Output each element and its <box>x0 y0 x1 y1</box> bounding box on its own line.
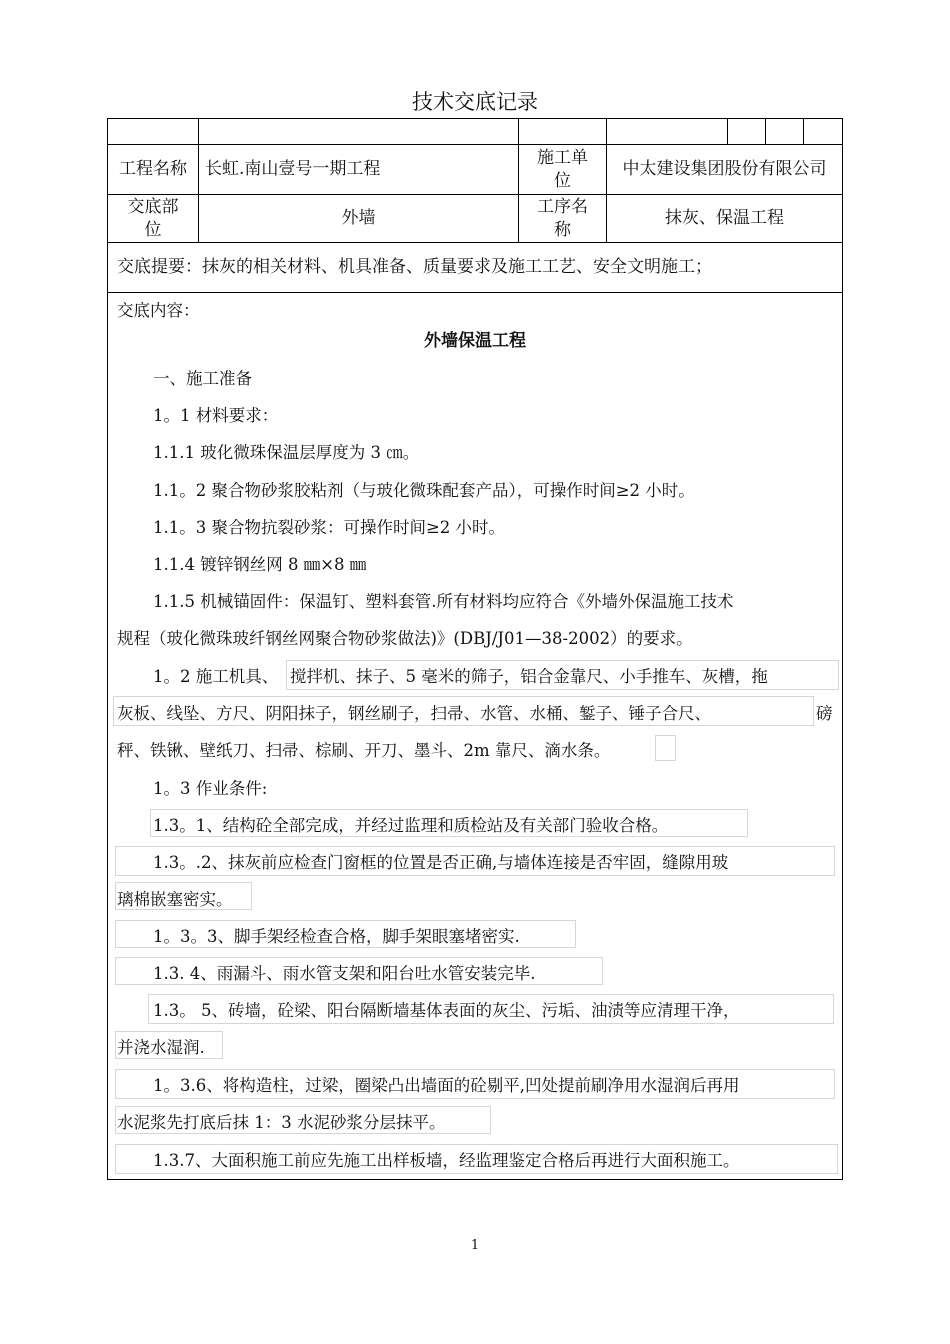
content-line: 璃棉嵌塞密实。 <box>117 890 233 909</box>
content-line: 1.1。2 聚合物砂浆胶粘剂（与玻化微珠配套产品），可操作时间≥2 小时。 <box>153 481 695 500</box>
content-line: 1.3。 5、砖墙，砼梁、阳台隔断墙基体表面的灰尘、污垢、油渍等应清理干净， <box>153 1001 740 1020</box>
content-line: 1。2 施工机具、 <box>153 667 279 686</box>
content-line: 搅拌机、抹子、5 毫米的筛子，铝合金靠尺、小手推车、灰槽，拖 <box>290 667 768 686</box>
project-name-label: 工程名称 <box>119 159 187 179</box>
content-line: 水泥浆先打底后抹 1：3 水泥砂浆分层抹平。 <box>117 1113 446 1132</box>
content-line: 1。3 作业条件: <box>153 779 268 798</box>
content-line: 灰板、线坠、方尺、阴阳抹子，钢丝刷子，扫帚、水管、水桶、錾子、锤子合尺、 <box>117 704 711 723</box>
content-line: 1。3。3、脚手架经检查合格，脚手架眼塞堵密实. <box>153 927 520 946</box>
content-line: 1.1。3 聚合物抗裂砂浆：可操作时间≥2 小时。 <box>153 518 506 537</box>
summary-text: 交底提要：抹灰的相关材料、机具准备、质量要求及施工工艺、安全文明施工； <box>117 257 712 277</box>
location-label: 交底部位 <box>127 196 179 240</box>
grid-line <box>765 118 766 144</box>
highlight-box <box>655 735 676 761</box>
content-label: 交底内容： <box>117 301 200 320</box>
grid-line <box>803 118 804 144</box>
content-heading: 外墙保温工程 <box>424 331 526 351</box>
content-line: 并浇水湿润. <box>117 1038 205 1057</box>
content-line: 1.3.7、大面积施工前应先施工出样板墙，经监理鉴定合格后再进行大面积施工。 <box>153 1151 740 1170</box>
contractor-value: 中太建设集团股份有限公司 <box>622 159 827 179</box>
content-line: 1.1.1 玻化微珠保温层厚度为 3 ㎝。 <box>153 443 420 462</box>
content-line: 1.3。.2、抹灰前应检查门窗框的位置是否正确,与墙体连接是否牢固，缝隙用玻 <box>153 853 729 872</box>
content-line: 规程（玻化微珠玻纤钢丝网聚合物砂浆做法)》(DBJ/J01—38-2002）的要求。 <box>117 629 693 648</box>
page-number: 1 <box>470 1238 480 1253</box>
section-heading: 一、施工准备 <box>153 369 252 388</box>
content-line: 1.1.5 机械锚固件：保温钉、塑料套管.所有材料均应符合《外墙外保温施工技术 <box>153 592 734 611</box>
process-label: 工序名称 <box>537 196 588 240</box>
content-line: 1.3。1、结构砼全部完成，并经过监理和质检站及有关部门验收合格。 <box>153 816 669 835</box>
document-title: 技术交底记录 <box>412 90 538 114</box>
grid-line <box>727 118 728 144</box>
location-value: 外墙 <box>341 208 376 228</box>
content-line: 1。3.6、将构造柱，过梁，圈梁凸出墙面的砼剔平,凹处提前刷净用水湿润后再用 <box>153 1076 740 1095</box>
process-value: 抹灰、保温工程 <box>665 208 784 228</box>
contractor-label: 施工单位 <box>537 147 588 191</box>
content-line: 磅 <box>816 704 833 723</box>
content-line: 1.3. 4、雨漏斗、雨水管支架和阳台吐水管安装完毕. <box>153 964 536 983</box>
grid-line <box>107 292 843 293</box>
content-line: 1.1.4 镀锌钢丝网 8 ㎜×8 ㎜ <box>153 555 367 574</box>
project-name-value: 长虹.南山壹号一期工程 <box>205 159 381 179</box>
content-line: 秤、铁锹、壁纸刀、扫帚、棕刷、开刀、墨斗、2m 靠尺、滴水条。 <box>117 741 611 760</box>
content-line: 1。1 材料要求： <box>153 406 279 425</box>
